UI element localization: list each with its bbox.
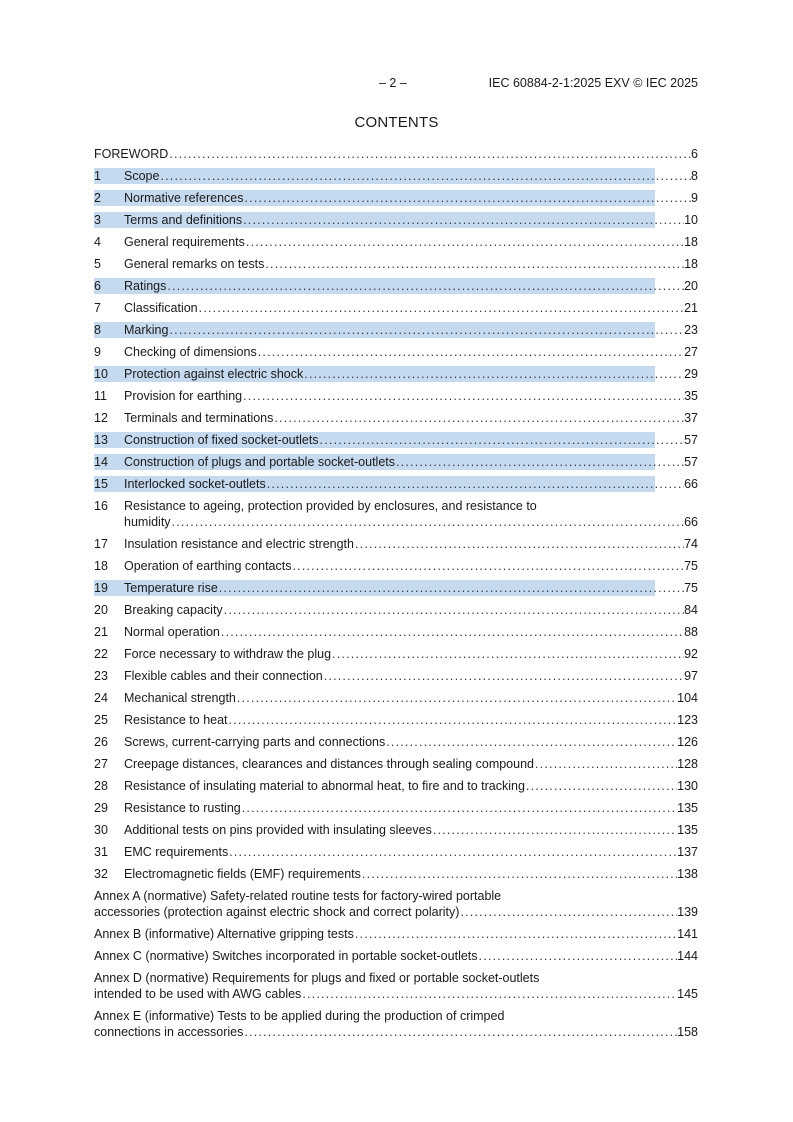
dot-leader: [479, 948, 678, 964]
toc-entry-title: Marking: [124, 323, 169, 337]
toc-entry-page: 9: [691, 191, 698, 205]
toc-entry[interactable]: [94, 431, 698, 453]
toc-entry[interactable]: [94, 167, 698, 189]
dot-leader: [199, 300, 684, 316]
dot-leader: [229, 712, 678, 728]
toc-entry-page: 97: [684, 669, 698, 683]
toc-entry-page: 130: [677, 779, 698, 793]
toc-entry-number: 25: [94, 713, 108, 727]
dot-leader: [243, 388, 684, 404]
toc-entry[interactable]: [94, 865, 698, 887]
toc-entry-number: 3: [94, 213, 101, 227]
toc-entry-page: 126: [677, 735, 698, 749]
toc-entry-title: Insulation resistance and electric strength: [124, 537, 354, 551]
toc-entry-page: 27: [684, 345, 698, 359]
toc-entry-number: 10: [94, 367, 108, 381]
toc-entry[interactable]: [94, 799, 698, 821]
toc-entry-page: 57: [684, 433, 698, 447]
toc-entry-page: 137: [677, 845, 698, 859]
toc-entry-page: 138: [677, 867, 698, 881]
toc-entry-title: Flexible cables and their connection: [124, 669, 323, 683]
toc-entry[interactable]: [94, 277, 698, 299]
dot-leader: [169, 322, 684, 338]
toc-entry[interactable]: [94, 689, 698, 711]
toc-entry[interactable]: [94, 667, 698, 689]
toc-entry-title: Resistance to heat: [124, 713, 228, 727]
toc-entry-page: 145: [677, 987, 698, 1001]
dot-leader: [219, 580, 684, 596]
dot-leader: [535, 756, 677, 772]
toc-entry-number: 2: [94, 191, 101, 205]
toc-entry[interactable]: [94, 343, 698, 365]
toc-entry-page: 6: [691, 147, 698, 161]
toc-entry-number: 17: [94, 537, 108, 551]
toc-entry-title: Construction of plugs and portable socket-outlets: [124, 455, 395, 469]
toc-entry-page: 29: [684, 367, 698, 381]
toc-entry-title: Screws, current-carrying parts and connections: [124, 735, 386, 749]
toc-entry[interactable]: [94, 711, 698, 733]
toc-entry-title: Construction of fixed socket-outlets: [124, 433, 319, 447]
toc-entry[interactable]: [94, 887, 698, 925]
dot-leader: [245, 190, 692, 206]
dot-leader: [355, 536, 684, 552]
toc-entry[interactable]: [94, 145, 698, 167]
toc-entry-page: 75: [684, 581, 698, 595]
toc-entry-page: 141: [677, 927, 698, 941]
dot-leader: [302, 986, 677, 1002]
toc-entry-page: 66: [684, 477, 698, 491]
toc-entry-number: 8: [94, 323, 101, 337]
dot-leader: [324, 668, 684, 684]
dot-leader: [362, 866, 677, 882]
toc-entry-page: 8: [691, 169, 698, 183]
toc-entry-title: Normative references: [124, 191, 244, 205]
dot-leader: [320, 432, 685, 448]
toc-entry-page: 35: [684, 389, 698, 403]
dot-leader: [274, 410, 684, 426]
dot-leader: [169, 146, 691, 162]
toc-entry-page: 135: [677, 823, 698, 837]
toc-entry-number: 16: [94, 499, 108, 513]
toc-entry-page: 21: [684, 301, 698, 315]
dot-leader: [292, 558, 684, 574]
toc-entry[interactable]: [94, 321, 698, 343]
toc-entry-page: 57: [684, 455, 698, 469]
toc-entry-title-continued: connections in accessories: [94, 1025, 244, 1039]
dot-leader: [526, 778, 677, 794]
toc-entry-number: 19: [94, 581, 108, 595]
toc-entry-title: Annex C (normative) Switches incorporated in portable socket-outlets: [94, 949, 478, 963]
toc-entry[interactable]: [94, 299, 698, 321]
toc-entry-number: 20: [94, 603, 108, 617]
toc-entry[interactable]: [94, 579, 698, 601]
dot-leader: [243, 212, 684, 228]
toc-entry-page: 74: [684, 537, 698, 551]
toc-entry[interactable]: [94, 969, 698, 1007]
toc-entry[interactable]: [94, 387, 698, 409]
toc-entry-page: 92: [684, 647, 698, 661]
toc-entry-number: 4: [94, 235, 101, 249]
dot-leader: [221, 624, 684, 640]
toc-entry[interactable]: [94, 189, 698, 211]
toc-entry-title: Additional tests on pins provided with insulating sleeves: [124, 823, 432, 837]
toc-entry-page: 20: [684, 279, 698, 293]
toc-entry[interactable]: [94, 623, 698, 645]
toc-entry-title: Scope: [124, 169, 160, 183]
toc-entry[interactable]: [94, 557, 698, 579]
toc-entry[interactable]: [94, 755, 698, 777]
dot-leader: [433, 822, 677, 838]
toc-entry[interactable]: [94, 645, 698, 667]
toc-entry[interactable]: [94, 233, 698, 255]
standard-reference: IEC 60884-2-1:2025 EXV © IEC 2025: [488, 76, 698, 90]
toc-entry-title: Resistance of insulating material to abnormal heat, to fire and to tracking: [124, 779, 525, 793]
dot-leader: [246, 234, 684, 250]
toc-entry-title: Annex B (informative) Alternative gripping tests: [94, 927, 354, 941]
toc-entry-title: Provision for earthing: [124, 389, 243, 403]
toc-entry-title: General requirements: [124, 235, 245, 249]
toc-entry-title: Breaking capacity: [124, 603, 223, 617]
toc-entry-title: Creepage distances, clearances and distances through sealing compound: [124, 757, 534, 771]
toc-entry-title: Annex D (normative) Requirements for plugs and fixed or portable socket-outlets: [94, 971, 540, 985]
toc-entry-title: Annex A (normative) Safety-related routine tests for factory-wired portable: [94, 889, 502, 903]
dot-leader: [460, 904, 677, 920]
toc-entry[interactable]: [94, 777, 698, 799]
toc-entry-page: 104: [677, 691, 698, 705]
toc-entry[interactable]: [94, 365, 698, 387]
toc-entry-number: 18: [94, 559, 108, 573]
dot-leader: [242, 800, 677, 816]
dot-leader: [160, 168, 691, 184]
toc-entry-title: Resistance to rusting: [124, 801, 241, 815]
toc-entry-number: 30: [94, 823, 108, 837]
toc-entry-page: 135: [677, 801, 698, 815]
toc-entry-number: 22: [94, 647, 108, 661]
toc-entry-title-continued: accessories (protection against electric shock and correct polarity): [94, 905, 460, 919]
dot-leader: [224, 602, 684, 618]
toc-entry-number: 14: [94, 455, 108, 469]
toc-entry-title: FOREWORD: [94, 147, 169, 161]
toc-entry-title: Classification: [124, 301, 198, 315]
toc-entry-title: Checking of dimensions: [124, 345, 257, 359]
toc-entry-page: 18: [684, 257, 698, 271]
toc-entry-page: 123: [677, 713, 698, 727]
toc-entry-title: Interlocked socket-outlets: [124, 477, 266, 491]
toc-entry-number: 21: [94, 625, 108, 639]
toc-entry-page: 84: [684, 603, 698, 617]
dot-leader: [237, 690, 677, 706]
toc-entry-title: Resistance to ageing, protection provided by enclosures, and resistance to: [124, 499, 537, 513]
toc-entry-number: 27: [94, 757, 108, 771]
toc-entry-title: Normal operation: [124, 625, 220, 639]
toc-entry-page: 139: [677, 905, 698, 919]
toc-entry-number: 13: [94, 433, 108, 447]
toc-entry-title: General remarks on tests: [124, 257, 265, 271]
dot-leader: [396, 454, 684, 470]
toc-entry-title: EMC requirements: [124, 845, 229, 859]
toc-entry-title: Mechanical strength: [124, 691, 236, 705]
page-title: CONTENTS: [354, 114, 439, 131]
toc-entry[interactable]: [94, 409, 698, 431]
toc-entry-number: 24: [94, 691, 108, 705]
toc-entry-number: 29: [94, 801, 108, 815]
toc-entry-number: 6: [94, 279, 101, 293]
toc-entry-number: 5: [94, 257, 101, 271]
toc-entry-title: Force necessary to withdraw the plug: [124, 647, 332, 661]
toc-entry-number: 12: [94, 411, 108, 425]
dot-leader: [332, 646, 684, 662]
toc-entry-page: 23: [684, 323, 698, 337]
toc-entry-title: Annex E (informative) Tests to be applied during the production of crimped: [94, 1009, 505, 1023]
toc-entry[interactable]: [94, 947, 698, 969]
toc-entry-number: 26: [94, 735, 108, 749]
toc-entry[interactable]: [94, 601, 698, 623]
dot-leader: [265, 256, 684, 272]
toc-entry-page: 10: [684, 213, 698, 227]
toc-entry-title-continued: humidity: [124, 515, 171, 529]
toc-entry[interactable]: [94, 925, 698, 947]
toc-entry-page: 88: [684, 625, 698, 639]
toc-entry-title-continued: intended to be used with AWG cables: [94, 987, 302, 1001]
toc-entry-page: 128: [677, 757, 698, 771]
dot-leader: [229, 844, 677, 860]
dot-leader: [172, 514, 685, 530]
dot-leader: [258, 344, 684, 360]
toc-entry-page: 158: [677, 1025, 698, 1039]
toc-entry-title: Protection against electric shock: [124, 367, 304, 381]
toc-entry[interactable]: [94, 453, 698, 475]
toc-entry-title: Electromagnetic fields (EMF) requirements: [124, 867, 361, 881]
page-number: – 2 –: [379, 76, 407, 90]
dot-leader: [386, 734, 677, 750]
page-header: [94, 76, 698, 92]
toc-entry-title: Ratings: [124, 279, 167, 293]
toc-entry-number: 32: [94, 867, 108, 881]
toc-entry[interactable]: [94, 535, 698, 557]
toc-entry-number: 9: [94, 345, 101, 359]
table-of-contents: [94, 145, 698, 1045]
toc-entry[interactable]: [94, 1007, 698, 1045]
dot-leader: [167, 278, 684, 294]
toc-entry[interactable]: [94, 475, 698, 497]
toc-entry-page: 66: [684, 515, 698, 529]
toc-entry-title: Terminals and terminations: [124, 411, 274, 425]
toc-entry[interactable]: [94, 821, 698, 843]
dot-leader: [267, 476, 684, 492]
dot-leader: [355, 926, 677, 942]
toc-entry-title: Operation of earthing contacts: [124, 559, 292, 573]
toc-entry[interactable]: [94, 843, 698, 865]
toc-entry[interactable]: [94, 211, 698, 233]
toc-entry-page: 18: [684, 235, 698, 249]
toc-entry-number: 7: [94, 301, 101, 315]
toc-entry-page: 75: [684, 559, 698, 573]
toc-entry-title: Temperature rise: [124, 581, 218, 595]
toc-entry-title: Terms and definitions: [124, 213, 243, 227]
toc-entry-number: 23: [94, 669, 108, 683]
toc-entry-number: 15: [94, 477, 108, 491]
toc-entry[interactable]: [94, 497, 698, 535]
toc-entry-number: 31: [94, 845, 108, 859]
toc-entry-number: 28: [94, 779, 108, 793]
toc-entry[interactable]: [94, 733, 698, 755]
toc-entry-number: 1: [94, 169, 101, 183]
dot-leader: [244, 1024, 677, 1040]
toc-entry-number: 11: [94, 389, 107, 403]
toc-entry-page: 144: [677, 949, 698, 963]
toc-entry[interactable]: [94, 255, 698, 277]
toc-entry-page: 37: [684, 411, 698, 425]
dot-leader: [304, 366, 684, 382]
